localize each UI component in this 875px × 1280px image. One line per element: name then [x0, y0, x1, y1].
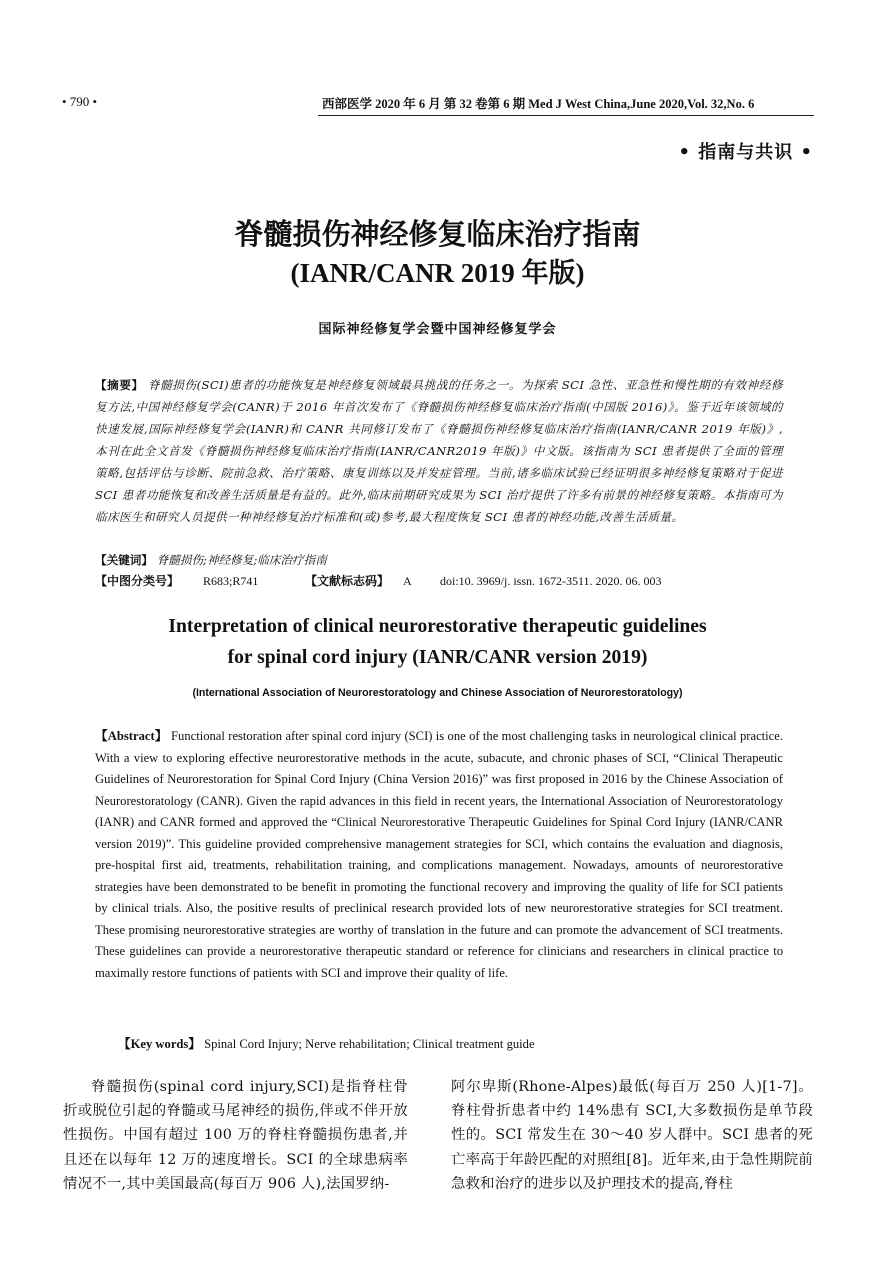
journal-citation: 西部医学 2020 年 6 月 第 32 卷第 6 期 Med J West China,June 2020,Vol. 32,No. 6 — [322, 97, 755, 111]
body-column-left: 脊髓损伤(spinal cord injury,SCI)是指脊柱骨折或脱位引起的脊髓或马尾神经的损伤,伴或不伴开放性损伤。中国有超过 100 万的脊柱脊髓损伤患者,并且还在以每年 12 万的速度增长。SCI 的全球患病率情况不一,其中美国最高(每百万 906 人),法国罗纳- — [63, 1079, 408, 1192]
body-column-right: 阿尔卑斯(Rhone-Alpes)最低(每百万 250 人)[1-7]。脊柱骨折患者中约 14%患有 SCI,大多数损伤是单节段性的。SCI 常发生在 30～40 岁人群中。SCI 患者的死亡率高于年龄匹配的对照组[8]。近年来,由于急性期院前急救和治疗的进步以及护理技术的提高,脊柱 — [451, 1079, 813, 1192]
title-en — [0, 611, 875, 673]
abstract-en-text: Functional restoration after spinal cord injury (SCI) is one of the most challenging tasks in neurological clinical practice. With a view to exploring effective neurorestorative methods in the acute, subacute, and chronic phases of SCI, “Clinical Therapeutic Guidelines of Neurorestoration for Spinal Cord Injury (China Version 2016)” was first proposed in 2016 by the Chinese Association of Neurorestoratology (CANR). Given the rapid advances in this field in recent years, the International Association of Neurorestoratology (IANR) and CANR formed and approved the “Clinical Neurorestorative Therapeutic Guidelines for Spinal Cord Injury (IANR/CANR version 2019)”. This guideline provided comprehensive management strategies for SCI, which contains the evaluation and diagnosis, pre-hospital first aid, treatments, rehabilitation training, and complications management. Nowadays, amounts of neurorestorative strategies have been demonstrated to be benefit in promoting the functional recovery and improving the quality of life for SCI patients by clinical trials. Also, the positive results of preclinical research provided lots of new neurorestorative strategies for SCI treatment. These promising neurorestorative strategies are worthy of translation in the future and can promote the advancement of SCI treatments. These guidelines can provide a neurorestorative therapeutic standard or reference for clinicians and researchers in clinical practice to maximally restore functions of patients with SCI and improve their quality of life. — [95, 729, 783, 980]
title-en-line2: for spinal cord injury (IANR/CANR version 2019) — [227, 647, 648, 668]
doc-type-label: 【文献标志码】 — [305, 574, 390, 588]
abstract-cn-text: 脊髓损伤(SCI)患者的功能恢复是神经修复领域最具挑战的任务之一。为探索 SCI 急性、亚急性和慢性期的有效神经修复方法,中国神经修复学会(CANR)于 2016 年首次发布了《脊髓损伤神经修复临床治疗指南(中国版 2016)》。鉴于近年该领域的快速发展,国际神经修复学会(IANR)和 CANR 共同修订发布了《脊髓损伤神经修复临床治疗指南(IANR/CANR 2019 年版)》,本刊在此全文首发《脊髓损伤神经修复临床治疗指南(IANR/CANR2019 年版)》中文版。该指南为 SCI 患者提供了全面的管理策略,包括评估与诊断、院前急救、治疗策略、康复训练以及并发症管理。当前,诸多临床试验已经证明很多神经修复策略对于促进 SCI 患者功能恢复和改善生活质量是有益的。此外,临床前期研究成果为 SCI 治疗提供了许多有前景的神经修复策略。本指南可为临床医生和研究人员提供一种神经修复治疗标准和(或)参考,最大程度恢复 SCI 患者的神经功能,改善生活质量。 — [95, 378, 784, 524]
section-label: • 指南与共识 • — [678, 142, 813, 163]
abstract-en-label: 【Abstract】 — [95, 729, 168, 743]
authors-en: (International Association of Neurorestoratology and Chinese Association of Neurorestoratology) — [192, 687, 683, 699]
header-rule — [318, 115, 814, 116]
doi: doi:10. 3969/j. issn. 1672-3511. 2020. 06. 003 — [440, 574, 662, 588]
abstract-cn — [95, 374, 783, 528]
title-cn-line2: (IANR/CANR 2019 年版) — [290, 258, 585, 288]
authors-cn: 国际神经修复学会暨中国神经修复学会 — [318, 322, 557, 337]
keywords-cn — [95, 549, 327, 571]
title-cn-line1: 脊髓损伤神经修复临床治疗指南 — [234, 217, 641, 251]
keywords-en — [118, 1033, 535, 1052]
title-en-line1: Interpretation of clinical neurorestorative therapeutic guidelines — [168, 616, 707, 637]
keywords-en-text: Spinal Cord Injury; Nerve rehabilitation; Clinical treatment guide — [204, 1037, 535, 1051]
keywords-cn-label: 【关键词】 — [95, 553, 153, 567]
abstract-en — [95, 726, 783, 984]
clc-value: R683;R741 — [203, 574, 259, 588]
running-header — [0, 94, 875, 118]
doc-type-value: A — [403, 574, 412, 588]
page-number: • 790 • — [62, 94, 98, 109]
abstract-cn-label: 【摘要】 — [95, 378, 144, 392]
keywords-cn-text: 脊髓损伤;神经修复;临床治疗指南 — [156, 553, 327, 567]
clc-label: 【中图分类号】 — [95, 574, 180, 588]
keywords-en-label: 【Key words】 — [118, 1037, 201, 1051]
